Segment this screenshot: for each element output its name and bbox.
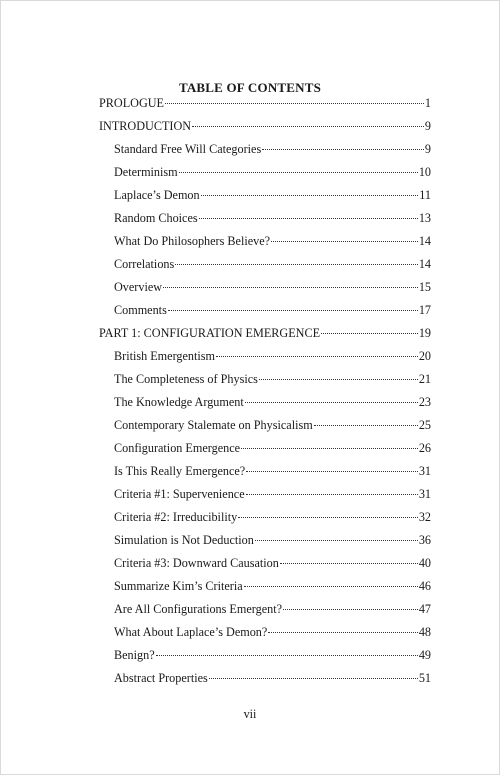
toc-entry[interactable] bbox=[99, 164, 431, 187]
toc-entry-label: The Completeness of Physics bbox=[114, 372, 258, 386]
toc-entry-label: INTRODUCTION bbox=[99, 119, 192, 133]
toc-entry[interactable] bbox=[99, 670, 431, 693]
toc-entry[interactable] bbox=[99, 555, 431, 578]
toc-entry-page: 14 bbox=[418, 234, 431, 248]
toc-dot-leader bbox=[262, 149, 424, 150]
toc-entry-page: 11 bbox=[419, 188, 431, 202]
toc-entry-label: The Knowledge Argument bbox=[114, 395, 244, 409]
toc-entry-page: 15 bbox=[418, 280, 431, 294]
toc-dot-leader bbox=[268, 632, 418, 633]
toc-entry-page: 19 bbox=[418, 326, 431, 340]
toc-entry[interactable] bbox=[99, 233, 431, 256]
toc-entry-label: Correlations bbox=[114, 257, 175, 271]
toc-entry[interactable] bbox=[99, 279, 431, 302]
toc-entry[interactable] bbox=[99, 256, 431, 279]
toc-entry-page: 49 bbox=[418, 648, 431, 662]
toc-entry-page: 46 bbox=[418, 579, 431, 593]
toc-entry[interactable] bbox=[99, 509, 431, 532]
toc-entry-page: 32 bbox=[418, 510, 431, 524]
toc-entry-page: 36 bbox=[418, 533, 431, 547]
toc-entry-label: Contemporary Stalemate on Physicalism bbox=[114, 418, 313, 432]
toc-entry-label: Simulation is Not Deduction bbox=[114, 533, 254, 547]
toc-dot-leader bbox=[283, 609, 418, 610]
toc-entry-label: Criteria #3: Downward Causation bbox=[114, 556, 279, 570]
toc-entry-label: Standard Free Will Categories bbox=[114, 142, 262, 156]
toc-entry[interactable] bbox=[99, 302, 431, 325]
toc-dot-leader bbox=[168, 310, 418, 311]
toc-entry[interactable] bbox=[99, 394, 431, 417]
toc-dot-leader bbox=[245, 402, 418, 403]
toc-dot-leader bbox=[216, 356, 418, 357]
toc-entry-label: Benign? bbox=[114, 648, 155, 662]
toc-entry[interactable] bbox=[99, 141, 431, 164]
toc-dot-leader bbox=[271, 241, 418, 242]
toc-dot-leader bbox=[314, 425, 418, 426]
toc-entry-page: 17 bbox=[418, 303, 431, 317]
toc-dot-leader bbox=[246, 494, 418, 495]
toc-entry-label: Random Choices bbox=[114, 211, 198, 225]
toc-entry[interactable] bbox=[99, 348, 431, 371]
toc-entry[interactable] bbox=[99, 532, 431, 555]
toc-entry[interactable] bbox=[99, 417, 431, 440]
toc-dot-leader bbox=[255, 540, 418, 541]
toc-entry[interactable] bbox=[99, 210, 431, 233]
toc-entry-page: 13 bbox=[418, 211, 431, 225]
toc-entry-label: Laplace’s Demon bbox=[114, 188, 200, 202]
toc-entry[interactable] bbox=[99, 325, 431, 348]
toc-entry-page: 9 bbox=[424, 119, 431, 133]
toc-entry-label: What About Laplace’s Demon? bbox=[114, 625, 268, 639]
toc-dot-leader bbox=[165, 103, 424, 104]
toc-entry-page: 10 bbox=[418, 165, 431, 179]
toc-dot-leader bbox=[175, 264, 418, 265]
toc-entry-label: British Emergentism bbox=[114, 349, 215, 363]
toc-dot-leader bbox=[209, 678, 418, 679]
toc-entry[interactable] bbox=[99, 486, 431, 509]
toc-entry[interactable] bbox=[99, 440, 431, 463]
toc-entry[interactable] bbox=[99, 371, 431, 394]
toc-title: TABLE OF CONTENTS bbox=[178, 80, 322, 95]
toc-dot-leader bbox=[259, 379, 418, 380]
toc-dot-leader bbox=[201, 195, 419, 196]
toc-dot-leader bbox=[179, 172, 418, 173]
toc-entry-page: 21 bbox=[418, 372, 431, 386]
toc-list bbox=[99, 95, 431, 693]
toc-entry-label: Configuration Emergence bbox=[114, 441, 241, 455]
toc-dot-leader bbox=[199, 218, 418, 219]
toc-entry-page: 40 bbox=[418, 556, 431, 570]
toc-entry-label: Criteria #2: Irreducibility bbox=[114, 510, 238, 524]
toc-entry[interactable] bbox=[99, 624, 431, 647]
toc-entry-page: 31 bbox=[418, 487, 431, 501]
toc-dot-leader bbox=[321, 333, 418, 334]
toc-entry-label: PROLOGUE bbox=[99, 96, 165, 110]
toc-entry-page: 23 bbox=[418, 395, 431, 409]
toc-entry[interactable] bbox=[99, 601, 431, 624]
toc-entry-page: 14 bbox=[418, 257, 431, 271]
toc-entry-label: Determinism bbox=[114, 165, 178, 179]
toc-entry-page: 51 bbox=[418, 671, 431, 685]
toc-dot-leader bbox=[241, 448, 418, 449]
toc-entry-page: 25 bbox=[418, 418, 431, 432]
toc-entry-label: Is This Really Emergence? bbox=[114, 464, 246, 478]
toc-dot-leader bbox=[163, 287, 418, 288]
toc-entry-label: Abstract Properties bbox=[114, 671, 208, 685]
toc-entry[interactable] bbox=[99, 578, 431, 601]
toc-entry-page: 9 bbox=[424, 142, 431, 156]
toc-entry[interactable] bbox=[99, 95, 431, 118]
toc-entry-page: 31 bbox=[418, 464, 431, 478]
toc-entry[interactable] bbox=[99, 118, 431, 141]
toc-entry-label: Criteria #1: Supervenience bbox=[114, 487, 245, 501]
toc-dot-leader bbox=[192, 126, 424, 127]
page-number: vii bbox=[243, 707, 257, 721]
toc-entry-label: What Do Philosophers Believe? bbox=[114, 234, 271, 248]
toc-dot-leader bbox=[156, 655, 418, 656]
toc-entry-page: 48 bbox=[418, 625, 431, 639]
toc-dot-leader bbox=[280, 563, 418, 564]
toc-entry-page: 47 bbox=[418, 602, 431, 616]
toc-entry-page: 20 bbox=[418, 349, 431, 363]
toc-entry-label: Overview bbox=[114, 280, 163, 294]
toc-entry-page: 1 bbox=[424, 96, 431, 110]
toc-entry-label: Comments bbox=[114, 303, 167, 317]
toc-entry-label: Are All Configurations Emergent? bbox=[114, 602, 282, 616]
toc-entry[interactable] bbox=[99, 463, 431, 486]
toc-entry-label: Summarize Kim’s Criteria bbox=[114, 579, 243, 593]
toc-dot-leader bbox=[244, 586, 418, 587]
toc-dot-leader bbox=[246, 471, 418, 472]
toc-entry[interactable] bbox=[99, 187, 431, 210]
toc-dot-leader bbox=[238, 517, 418, 518]
toc-entry-page: 26 bbox=[418, 441, 431, 455]
toc-entry[interactable] bbox=[99, 647, 431, 670]
toc-entry-label: PART 1: CONFIGURATION EMERGENCE bbox=[99, 326, 321, 340]
